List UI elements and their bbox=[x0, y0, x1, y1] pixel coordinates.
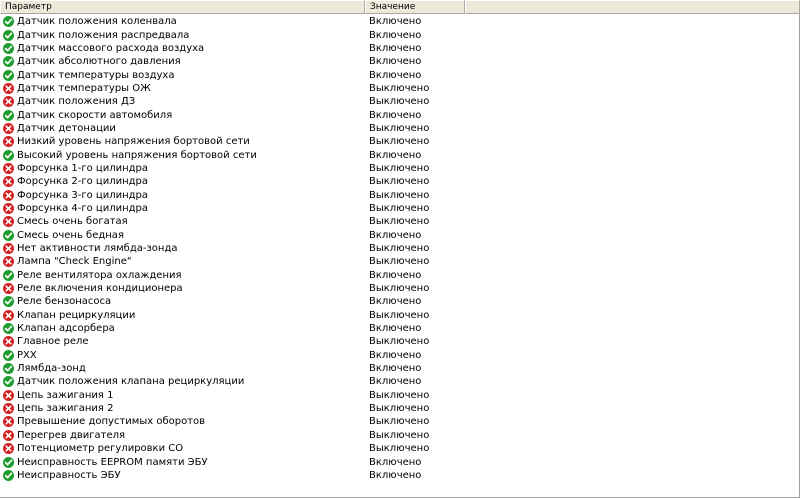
parameter-cell bbox=[0, 135, 369, 148]
value-cell: Выключено bbox=[369, 202, 430, 214]
parameter-cell bbox=[0, 215, 369, 228]
list-item[interactable] bbox=[0, 295, 800, 308]
value-cell: Выключено bbox=[369, 443, 430, 455]
parameter-label: Датчик скорости автомобиля bbox=[17, 109, 173, 121]
check-ok-icon bbox=[3, 230, 14, 241]
list-item[interactable] bbox=[0, 95, 800, 108]
parameter-label: Форсунка 3-го цилиндра bbox=[17, 189, 149, 201]
list-item[interactable] bbox=[0, 42, 800, 55]
value-cell: Выключено bbox=[369, 256, 430, 268]
parameter-label: Датчик температуры ОЖ bbox=[17, 82, 151, 94]
list-item[interactable] bbox=[0, 148, 800, 161]
parameter-cell bbox=[0, 162, 369, 175]
error-x-icon bbox=[3, 190, 14, 201]
list-item[interactable] bbox=[0, 202, 800, 215]
list-item[interactable] bbox=[0, 188, 800, 201]
error-x-icon bbox=[3, 203, 14, 214]
value-cell: Выключено bbox=[369, 403, 430, 415]
error-x-icon bbox=[3, 243, 14, 254]
parameter-label: Главное реле bbox=[17, 336, 89, 348]
value-cell: Выключено bbox=[369, 162, 430, 174]
parameter-cell bbox=[0, 295, 369, 308]
parameter-cell bbox=[0, 109, 369, 122]
list-item[interactable] bbox=[0, 175, 800, 188]
parameter-label: Форсунка 4-го цилиндра bbox=[17, 202, 149, 214]
parameter-cell bbox=[0, 269, 369, 282]
parameter-label: Перегрев двигателя bbox=[17, 429, 126, 441]
error-x-icon bbox=[3, 176, 14, 187]
value-cell: Включено bbox=[369, 269, 422, 281]
error-x-icon bbox=[3, 283, 14, 294]
error-x-icon bbox=[3, 96, 14, 107]
list-item[interactable] bbox=[0, 402, 800, 415]
error-x-icon bbox=[3, 336, 14, 347]
value-cell: Выключено bbox=[369, 122, 430, 134]
value-cell: Включено bbox=[369, 456, 422, 468]
parameter-label: Форсунка 2-го цилиндра bbox=[17, 176, 149, 188]
parameter-label: Неисправность EEPROM памяти ЭБУ bbox=[17, 456, 208, 468]
parameter-cell bbox=[0, 122, 369, 135]
parameter-label: Датчик температуры воздуха bbox=[17, 69, 175, 81]
column-header-value[interactable]: Значение bbox=[365, 0, 465, 14]
parameter-label: Датчик положения клапана рециркуляции bbox=[17, 376, 245, 388]
value-cell: Включено bbox=[369, 69, 422, 81]
parameter-label: Высокий уровень напряжения бортовой сети bbox=[17, 149, 257, 161]
value-cell: Включено bbox=[369, 149, 422, 161]
parameter-label: РХХ bbox=[17, 349, 37, 361]
value-cell: Выключено bbox=[369, 189, 430, 201]
parameter-label: Потенциометр регулировки СО bbox=[17, 443, 184, 455]
parameter-cell bbox=[0, 362, 369, 375]
parameter-cell bbox=[0, 282, 369, 295]
parameter-label: Цепь зажигания 1 bbox=[17, 389, 114, 401]
value-cell: Включено bbox=[369, 16, 422, 28]
check-ok-icon bbox=[3, 296, 14, 307]
parameter-label: Датчик абсолютного давления bbox=[17, 56, 181, 68]
parameter-label: Лампа "Check Engine" bbox=[17, 256, 132, 268]
parameter-cell bbox=[0, 95, 369, 108]
parameter-label: Реле включения кондиционера bbox=[17, 283, 183, 295]
parameter-cell bbox=[0, 255, 369, 268]
list-item[interactable] bbox=[0, 415, 800, 428]
list-item[interactable] bbox=[0, 349, 800, 362]
parameter-cell bbox=[0, 82, 369, 95]
error-x-icon bbox=[3, 216, 14, 227]
parameter-label: Лямбда-зонд bbox=[17, 363, 86, 375]
parameter-label: Цепь зажигания 2 bbox=[17, 403, 114, 415]
parameter-cell bbox=[0, 335, 369, 348]
parameter-cell bbox=[0, 402, 369, 415]
parameter-label: Реле бензонасоса bbox=[17, 296, 112, 308]
error-x-icon bbox=[3, 403, 14, 414]
parameter-cell bbox=[0, 242, 369, 255]
check-ok-icon bbox=[3, 457, 14, 468]
error-x-icon bbox=[3, 390, 14, 401]
value-cell: Включено bbox=[369, 376, 422, 388]
list-item[interactable] bbox=[0, 229, 800, 242]
value-cell: Выключено bbox=[369, 283, 430, 295]
list-item[interactable] bbox=[0, 135, 800, 148]
list-item[interactable] bbox=[0, 108, 800, 121]
check-ok-icon bbox=[3, 150, 14, 161]
list-item[interactable] bbox=[0, 255, 800, 268]
list-item[interactable] bbox=[0, 442, 800, 455]
list-item[interactable] bbox=[0, 362, 800, 375]
list-item[interactable] bbox=[0, 269, 800, 282]
parameter-label: Форсунка 1-го цилиндра bbox=[17, 162, 149, 174]
parameter-cell bbox=[0, 15, 369, 28]
error-x-icon bbox=[3, 256, 14, 267]
list-rows bbox=[0, 15, 800, 482]
value-cell: Выключено bbox=[369, 96, 430, 108]
value-cell: Выключено bbox=[369, 176, 430, 188]
column-header-empty[interactable] bbox=[465, 0, 800, 14]
check-ok-icon bbox=[3, 43, 14, 54]
list-item[interactable] bbox=[0, 322, 800, 335]
list-item[interactable] bbox=[0, 335, 800, 348]
parameter-cell bbox=[0, 202, 369, 215]
parameter-cell bbox=[0, 389, 369, 402]
parameter-cell bbox=[0, 322, 369, 335]
list-item[interactable] bbox=[0, 469, 800, 482]
check-ok-icon bbox=[3, 30, 14, 41]
list-item[interactable] bbox=[0, 309, 800, 322]
list-item[interactable] bbox=[0, 15, 800, 28]
parameter-cell bbox=[0, 175, 369, 188]
list-header bbox=[0, 0, 800, 14]
error-x-icon bbox=[3, 443, 14, 454]
column-header-parameter[interactable]: Параметр bbox=[0, 0, 365, 14]
error-x-icon bbox=[3, 310, 14, 321]
value-cell: Выключено bbox=[369, 429, 430, 441]
error-x-icon bbox=[3, 430, 14, 441]
list-item[interactable] bbox=[0, 375, 800, 388]
value-cell: Выключено bbox=[369, 82, 430, 94]
error-x-icon bbox=[3, 136, 14, 147]
parameter-label: Реле вентилятора охлаждения bbox=[17, 269, 182, 281]
check-ok-icon bbox=[3, 363, 14, 374]
parameter-label: Смесь очень бедная bbox=[17, 229, 124, 241]
value-cell: Включено bbox=[369, 349, 422, 361]
list-item[interactable] bbox=[0, 55, 800, 68]
parameter-cell bbox=[0, 229, 369, 242]
parameter-cell bbox=[0, 349, 369, 362]
error-x-icon bbox=[3, 163, 14, 174]
parameter-label: Смесь очень богатая bbox=[17, 216, 128, 228]
check-ok-icon bbox=[3, 270, 14, 281]
parameter-label: Датчик детонации bbox=[17, 122, 116, 134]
value-cell: Включено bbox=[369, 42, 422, 54]
parameter-cell bbox=[0, 55, 369, 68]
value-cell: Выключено bbox=[369, 309, 430, 321]
parameter-cell bbox=[0, 429, 369, 442]
parameter-cell bbox=[0, 415, 369, 428]
value-cell: Выключено bbox=[369, 336, 430, 348]
check-ok-icon bbox=[3, 470, 14, 481]
error-x-icon bbox=[3, 416, 14, 427]
parameter-cell bbox=[0, 309, 369, 322]
value-cell: Выключено bbox=[369, 243, 430, 255]
check-ok-icon bbox=[3, 110, 14, 121]
parameter-label: Датчик положения коленвала bbox=[17, 16, 177, 28]
list-item[interactable] bbox=[0, 68, 800, 81]
list-item[interactable] bbox=[0, 122, 800, 135]
parameter-cell bbox=[0, 149, 369, 162]
list-item[interactable] bbox=[0, 389, 800, 402]
error-x-icon bbox=[3, 123, 14, 134]
error-x-icon bbox=[3, 83, 14, 94]
parameter-cell bbox=[0, 69, 369, 82]
value-cell: Включено bbox=[369, 296, 422, 308]
parameter-cell bbox=[0, 456, 369, 469]
parameter-cell bbox=[0, 469, 369, 482]
parameter-label: Превышение допустимых оборотов bbox=[17, 416, 206, 428]
parameter-cell bbox=[0, 29, 369, 42]
check-ok-icon bbox=[3, 56, 14, 67]
list-item[interactable] bbox=[0, 82, 800, 95]
parameter-label: Датчик положения ДЗ bbox=[17, 96, 136, 108]
check-ok-icon bbox=[3, 350, 14, 361]
list-item[interactable] bbox=[0, 215, 800, 228]
value-cell: Выключено bbox=[369, 416, 430, 428]
parameter-cell bbox=[0, 375, 369, 388]
check-ok-icon bbox=[3, 323, 14, 334]
value-cell: Включено bbox=[369, 109, 422, 121]
check-ok-icon bbox=[3, 70, 14, 81]
list-item[interactable] bbox=[0, 162, 800, 175]
list-item[interactable] bbox=[0, 455, 800, 468]
value-cell: Выключено bbox=[369, 136, 430, 148]
value-cell: Включено bbox=[369, 56, 422, 68]
parameter-cell bbox=[0, 442, 369, 455]
check-ok-icon bbox=[3, 16, 14, 27]
parameter-label: Неисправность ЭБУ bbox=[17, 469, 121, 481]
value-cell: Выключено bbox=[369, 216, 430, 228]
value-cell: Включено bbox=[369, 363, 422, 375]
parameter-label: Датчик положения распредвала bbox=[17, 29, 190, 41]
value-cell: Включено bbox=[369, 229, 422, 241]
value-cell: Включено bbox=[369, 29, 422, 41]
parameter-cell bbox=[0, 42, 369, 55]
value-cell: Выключено bbox=[369, 389, 430, 401]
list-item[interactable] bbox=[0, 242, 800, 255]
list-item[interactable] bbox=[0, 429, 800, 442]
parameter-label: Низкий уровень напряжения бортовой сети bbox=[17, 136, 250, 148]
list-item[interactable] bbox=[0, 28, 800, 41]
value-cell: Включено bbox=[369, 323, 422, 335]
parameter-cell bbox=[0, 189, 369, 202]
value-cell: Включено bbox=[369, 469, 422, 481]
parameter-label: Клапан адсорбера bbox=[17, 323, 115, 335]
check-ok-icon bbox=[3, 376, 14, 387]
parameter-label: Датчик массового расхода воздуха bbox=[17, 42, 205, 54]
list-item[interactable] bbox=[0, 282, 800, 295]
parameter-label: Нет активности лямбда-зонда bbox=[17, 243, 178, 255]
parameter-label: Клапан рециркуляции bbox=[17, 309, 136, 321]
